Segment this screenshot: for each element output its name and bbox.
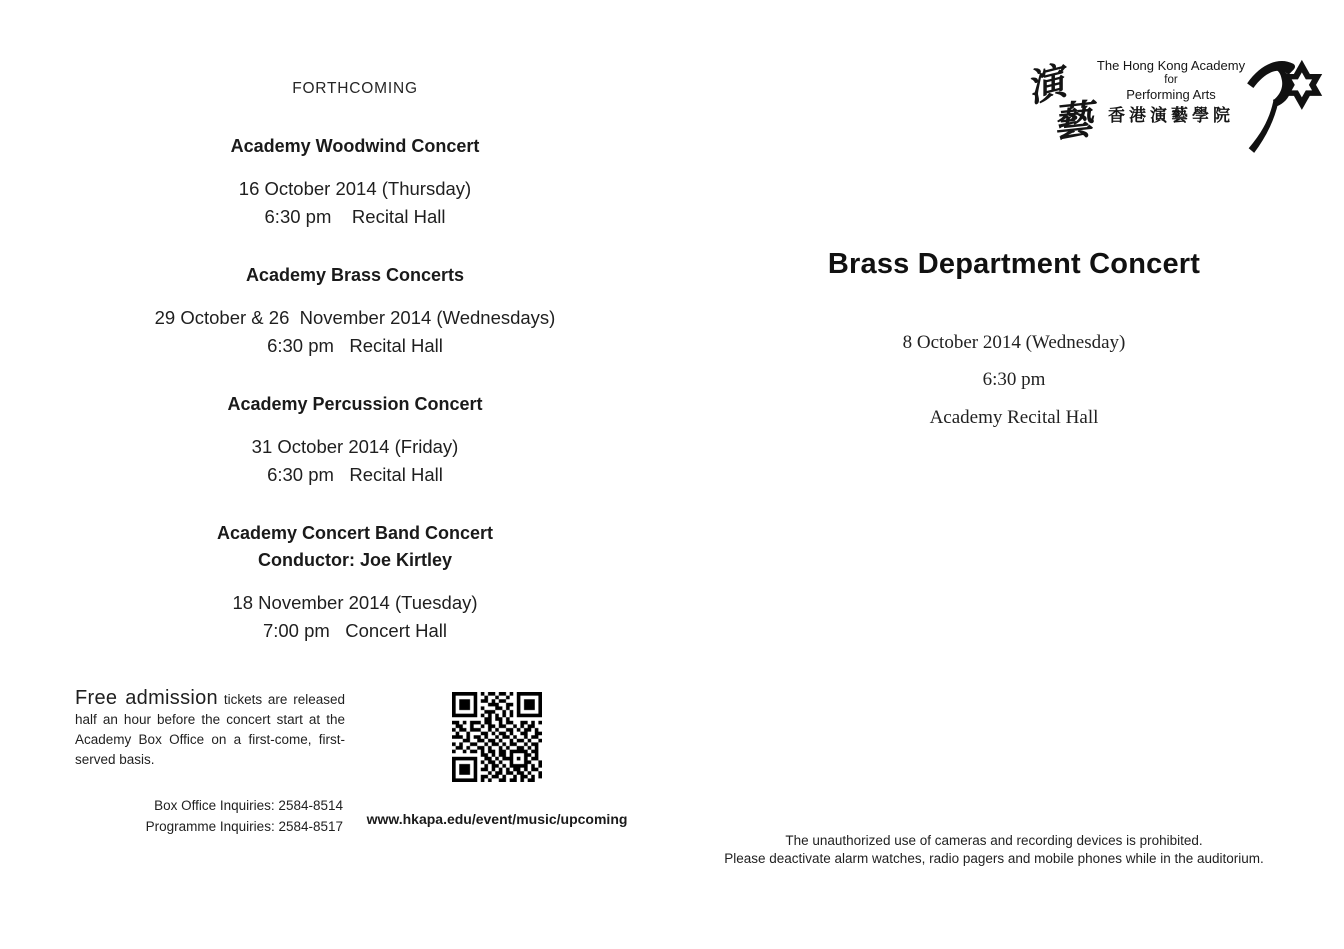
hkapa-calligraphy [1021, 52, 1096, 167]
event-concert-band [75, 521, 635, 643]
concert-time: 6:30 pm [982, 369, 1046, 390]
event-woodwind [75, 134, 635, 229]
event-conductor: Conductor: Joe Kirtley [257, 550, 453, 570]
admission-body: tickets are released half an hour before the concert start at the Academy Box Office on a first-come, first-served basis. [75, 692, 345, 767]
calligraphy-char-ngai: 藝 [1049, 96, 1095, 147]
event-title: Academy Concert Band Concert [216, 523, 494, 543]
event-date: 18 November 2014 (Tuesday) [232, 592, 478, 613]
left-column [75, 78, 635, 643]
event-date: 29 October & 26 November 2014 (Wednesdays) [154, 307, 556, 328]
event-time-venue: 6:30 pm Recital Hall [267, 464, 443, 485]
logo-text-line3: Performing Arts [1126, 87, 1216, 102]
concert-title: Brass Department Concert [827, 248, 1201, 280]
qr-code-wrap [452, 692, 542, 787]
forthcoming-heading: FORTHCOMING [292, 80, 418, 97]
event-title: Academy Percussion Concert [227, 394, 483, 414]
auditorium-notice [664, 832, 1324, 867]
admission-lead: Free admission [75, 687, 218, 709]
inquiries [75, 795, 343, 837]
logo-text-line2: for [1164, 74, 1178, 86]
programme-inquiries: Programme Inquiries: 2584-8517 [145, 819, 343, 834]
calligraphy-char-yin: 演 [1021, 57, 1070, 111]
qr-url: www.hkapa.edu/event/music/upcoming [366, 811, 628, 827]
event-title: Academy Brass Concerts [245, 265, 465, 285]
logo-text-chinese: 香港演藝學院 [1108, 106, 1234, 126]
event-date: 31 October 2014 (Friday) [251, 436, 459, 457]
logo-text-line1: The Hong Kong Academy [1096, 58, 1246, 73]
event-date: 16 October 2014 (Thursday) [238, 178, 472, 199]
event-time-venue: 7:00 pm Concert Hall [262, 620, 448, 641]
event-time-venue: 6:30 pm Recital Hall [267, 335, 443, 356]
notice-line-1: The unauthorized use of cameras and recording devices is prohibited. [785, 833, 1203, 848]
concert-venue: Academy Recital Hall [929, 407, 1099, 428]
box-office-inquiries: Box Office Inquiries: 2584-8514 [154, 798, 343, 813]
star-brush-icon [1244, 44, 1330, 168]
concert-date: 8 October 2014 (Wednesday) [902, 332, 1126, 353]
qr-code [452, 692, 542, 782]
event-title: Academy Woodwind Concert [230, 136, 480, 156]
admission-note [75, 688, 345, 770]
hkapa-logo-text [1092, 58, 1250, 127]
event-brass [75, 263, 635, 358]
event-percussion [75, 392, 635, 487]
hkapa-logo [1021, 46, 1316, 171]
notice-line-2: Please deactivate alarm watches, radio pagers and mobile phones while in the auditorium. [724, 850, 1264, 866]
event-time-venue: 6:30 pm Recital Hall [264, 206, 446, 227]
